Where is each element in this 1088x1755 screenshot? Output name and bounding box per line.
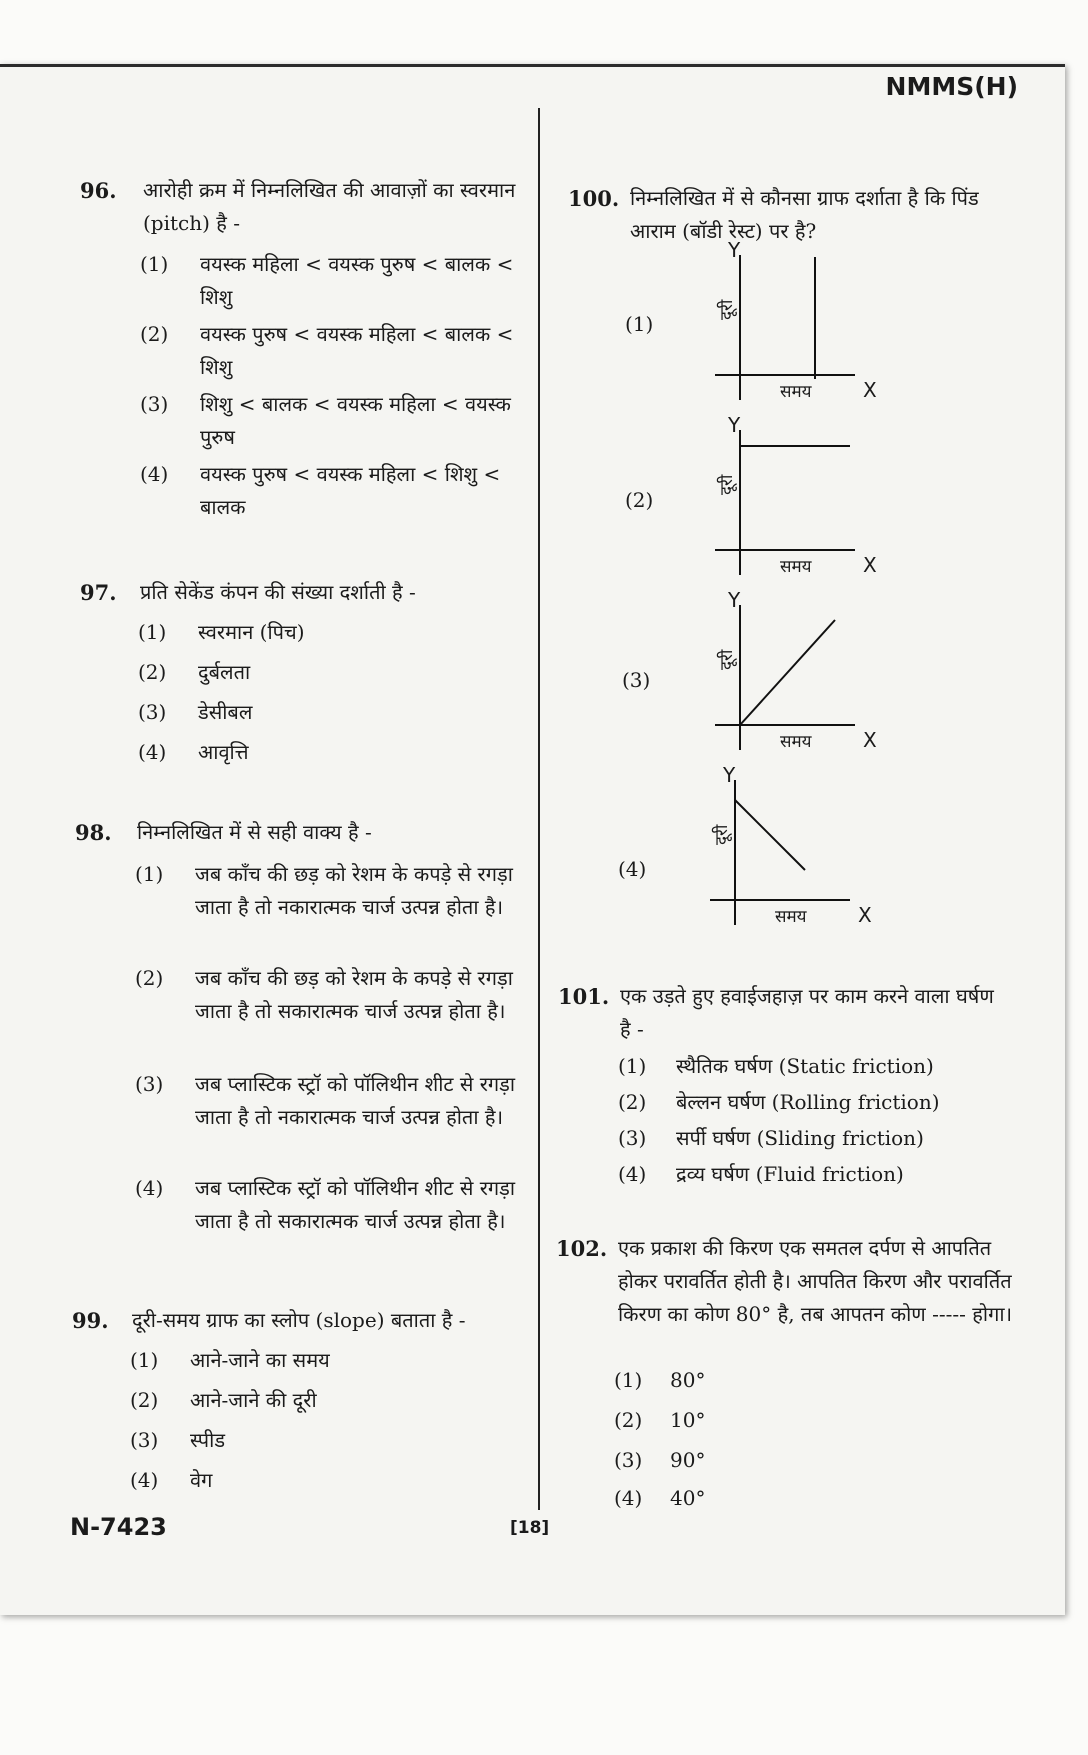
x-axis-title: समय: [775, 907, 807, 927]
question-stem-100: निम्नलिखित में से कौनसा ग्राफ दर्शाता है कि पिंड आराम (बॉडी रेस्ट) पर है?: [630, 186, 979, 243]
option-text: वयस्क महिला < वयस्क पुरुष < बालक < शिशु: [200, 252, 514, 309]
option-number: (3): [140, 392, 169, 416]
question-stem-98: निम्नलिखित में से सही वाक्य है -: [137, 820, 372, 844]
q100-option-2-label[interactable]: (2): [625, 488, 654, 512]
option-text: 90°: [670, 1448, 706, 1472]
option-number: (4): [140, 462, 169, 486]
option-number: (1): [618, 1054, 647, 1078]
question-number-100: 100.: [568, 186, 620, 211]
option-text: सर्पी घर्षण (Sliding friction): [676, 1126, 924, 1150]
option-text: वयस्क पुरुष < वयस्क महिला < शिशु < बालक: [200, 462, 501, 519]
option-number: (2): [614, 1408, 643, 1432]
y-axis-title: दूरी: [717, 299, 737, 320]
option-text: 40°: [670, 1486, 706, 1510]
x-axis-letter: X: [858, 903, 872, 927]
option-number: (3): [135, 1072, 164, 1096]
x-axis-letter: X: [863, 728, 877, 752]
q100-graph-2: [700, 413, 900, 590]
graph-line-increasing: [740, 620, 835, 725]
q100-option-1-label[interactable]: (1): [625, 312, 654, 336]
option-number: (2): [618, 1090, 647, 1114]
question-number-96: 96.: [80, 178, 117, 203]
option-number: (4): [618, 1162, 647, 1186]
x-axis-title: समय: [780, 382, 812, 402]
question-number-99: 99.: [72, 1308, 109, 1333]
option-text: आने-जाने की दूरी: [190, 1388, 317, 1412]
paper-code: N-7423: [70, 1513, 167, 1541]
option-text: स्पीड: [190, 1428, 226, 1452]
column-divider: [538, 108, 540, 1510]
option-text: जब प्लास्टिक स्ट्रॉ को पॉलिथीन शीट से रगड़ा जाता है तो नकारात्मक चार्ज उत्पन्न होता है।: [195, 1072, 516, 1129]
question-stem-97: प्रति सेकेंड कंपन की संख्या दर्शाती है -: [140, 580, 416, 604]
graph-line-decreasing: [735, 800, 805, 870]
q100-graph-1: [700, 238, 900, 415]
option-text: जब काँच की छड़ को रेशम के कपड़े से रगड़ा जाता है तो सकारात्मक चार्ज उत्पन्न होता है।: [195, 966, 513, 1023]
option-number: (3): [614, 1448, 643, 1472]
option-text: डेसीबल: [198, 700, 253, 724]
page-number: [18]: [510, 1518, 550, 1538]
option-number: (4): [130, 1468, 159, 1492]
q100-option-4-label[interactable]: (4): [618, 857, 647, 881]
x-axis-title: समय: [780, 732, 812, 752]
y-axis-letter: Y: [728, 238, 741, 262]
q100-graph-4: [695, 763, 895, 945]
option-text: 10°: [670, 1408, 706, 1432]
option-text: आवृत्ति: [198, 740, 249, 764]
question-stem-102: एक प्रकाश की किरण एक समतल दर्पण से आपतित होकर परावर्तित होती है। आपतित किरण और परावर्तित किरण का कोण 80° है, तब आपतन कोण ----- होगा।: [618, 1236, 1013, 1326]
option-number: (4): [135, 1176, 164, 1200]
x-axis-letter: X: [863, 553, 877, 577]
question-stem-101: एक उड़ते हुए हवाईजहाज़ पर काम करने वाला घर्षण है -: [620, 984, 994, 1041]
x-axis-title: समय: [780, 557, 812, 577]
option-number: (4): [138, 740, 167, 764]
option-text: वयस्क पुरुष < वयस्क महिला < बालक < शिशु: [200, 322, 514, 379]
option-text: स्वरमान (पिच): [198, 620, 305, 644]
option-text: स्थैतिक घर्षण (Static friction): [676, 1054, 934, 1078]
x-axis-letter: X: [863, 378, 877, 402]
q100-graph-3: [700, 588, 900, 765]
y-axis-title: दूरी: [717, 474, 737, 495]
option-number: (2): [135, 966, 164, 990]
question-stem-99: दूरी-समय ग्राफ का स्लोप (slope) बताता है -: [132, 1308, 466, 1332]
option-text: शिशु < बालक < वयस्क महिला < वयस्क पुरुष: [200, 392, 511, 449]
option-number: (1): [140, 252, 169, 276]
y-axis-title: दूरी: [717, 649, 737, 670]
option-text: जब प्लास्टिक स्ट्रॉ को पॉलिथीन शीट से रगड़ा जाता है तो सकारात्मक चार्ज उत्पन्न होता है।: [195, 1176, 516, 1233]
question-stem-96: आरोही क्रम में निम्नलिखित की आवाज़ों का स्वरमान (pitch) है -: [143, 178, 516, 235]
option-number: (2): [140, 322, 169, 346]
question-number-101: 101.: [558, 984, 610, 1009]
paper-header-code: NMMS(H): [885, 72, 1018, 101]
option-text: जब काँच की छड़ को रेशम के कपड़े से रगड़ा जाता है तो नकारात्मक चार्ज उत्पन्न होता है।: [195, 862, 513, 919]
question-number-97: 97.: [80, 580, 117, 605]
option-number: (4): [614, 1486, 643, 1510]
option-text: दुर्बलता: [198, 660, 251, 684]
question-number-98: 98.: [75, 820, 112, 845]
question-number-102: 102.: [556, 1236, 608, 1261]
option-number: (1): [614, 1368, 643, 1392]
option-number: (1): [135, 862, 164, 886]
y-axis-letter: Y: [728, 588, 741, 612]
option-number: (2): [138, 660, 167, 684]
option-text: आने-जाने का समय: [190, 1348, 330, 1372]
option-number: (3): [130, 1428, 159, 1452]
option-number: (2): [130, 1388, 159, 1412]
y-axis-letter: Y: [728, 413, 741, 437]
y-axis-letter: Y: [723, 763, 736, 787]
option-text: 80°: [670, 1368, 706, 1392]
q100-option-3-label[interactable]: (3): [622, 668, 651, 692]
option-text: द्रव्य घर्षण (Fluid friction): [676, 1162, 904, 1186]
option-number: (3): [618, 1126, 647, 1150]
option-text: बेल्लन घर्षण (Rolling friction): [676, 1090, 940, 1114]
option-text: वेग: [190, 1468, 213, 1492]
y-axis-title: दूरी: [712, 824, 732, 845]
option-number: (1): [138, 620, 167, 644]
option-number: (1): [130, 1348, 159, 1372]
option-number: (3): [138, 700, 167, 724]
